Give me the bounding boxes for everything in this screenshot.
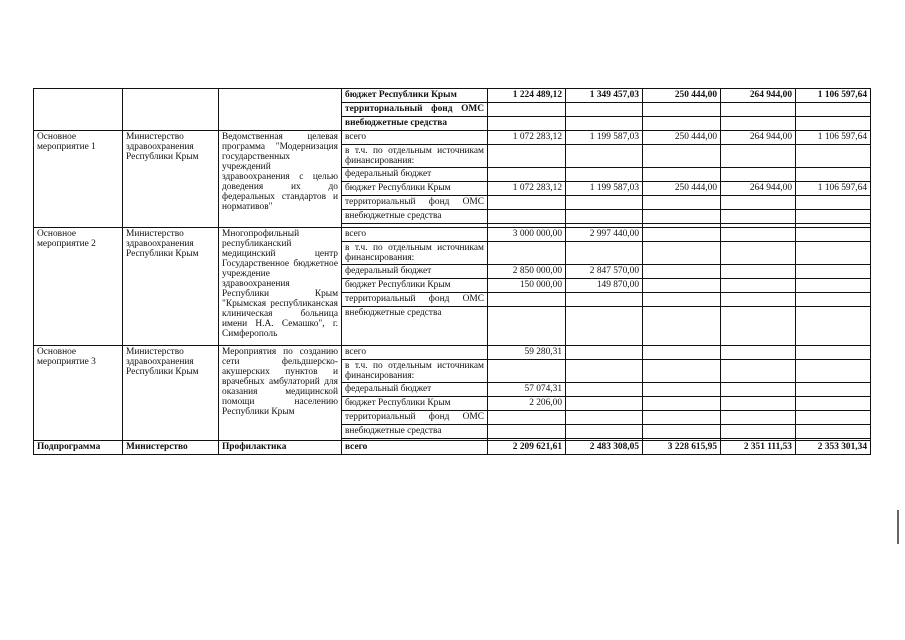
executor: Министерство — [123, 441, 219, 455]
source-label: территориальный фонд ОМС — [342, 196, 488, 210]
executor: Министерство здравоохранения Республики Крым — [123, 131, 219, 228]
amount-cell: 150 000,00 — [488, 279, 566, 293]
amount-cell: 1 349 457,03 — [566, 89, 643, 103]
amount-cell: 2 997 440,00 — [566, 228, 643, 242]
source-label: бюджет Республики Крым — [342, 397, 488, 411]
amount-cell: 2 209 621,61 — [488, 441, 566, 455]
source-label: всего — [342, 131, 488, 145]
scan-edge-mark — [897, 510, 899, 544]
table-row — [34, 346, 871, 360]
executor: Министерство здравоохранения Республики Крым — [123, 346, 219, 441]
source-label: бюджет Республики Крым — [342, 182, 488, 196]
activity-name: Основное мероприятие 2 — [34, 228, 123, 346]
source-label: бюджет Республики Крым — [342, 279, 488, 293]
table-row — [34, 131, 871, 145]
amount-cell: 2 351 111,53 — [721, 441, 796, 455]
amount-cell: 2 847 570,00 — [566, 265, 643, 279]
program-name: Многопрофильный республиканский медицинский центр Государственное бюджетное учреждение здравоохранения Республики Крым "Крымская республиканская клиническая больница имени Н.А. Семашко", г. Симферополь — [219, 228, 342, 346]
table-row — [34, 228, 871, 242]
amount-cell: 2 206,00 — [488, 397, 566, 411]
amount-cell: 2 483 308,05 — [566, 441, 643, 455]
amount-cell: 1 224 489,12 — [488, 89, 566, 103]
source-label: территориальный фонд ОМС — [342, 293, 488, 307]
amount-cell: 57 074,31 — [488, 383, 566, 397]
source-label: всего — [342, 228, 488, 242]
source-label: в т.ч. по отдельным источникам финансирования: — [342, 145, 488, 168]
amount-cell: 264 944,00 — [721, 89, 796, 103]
amount-cell: 1 199 587,03 — [566, 182, 643, 196]
amount-cell: 250 444,00 — [643, 131, 721, 145]
activity-name: Основное мероприятие 3 — [34, 346, 123, 441]
source-label: федеральный бюджет — [342, 168, 488, 182]
source-label: внебюджетные средства — [342, 117, 488, 131]
budget-table — [33, 88, 871, 455]
source-label: бюджет Республики Крым — [342, 89, 488, 103]
table-row — [34, 89, 871, 103]
amount-cell: 1 106 597,64 — [796, 131, 871, 145]
table-row — [34, 441, 871, 455]
program-name: Мероприятия по созданию сети фельдшерско-акушерских пунктов и врачебных амбулаторий для оказания медицинской помощи населению Республики Крым — [219, 346, 342, 441]
amount-cell: 1 072 283,12 — [488, 182, 566, 196]
source-label: федеральный бюджет — [342, 383, 488, 397]
source-label: внебюджетные средства — [342, 210, 488, 224]
amount-cell: 250 444,00 — [643, 182, 721, 196]
source-label: территориальный фонд ОМС — [342, 411, 488, 425]
program-name: Ведомственная целевая программа "Модернизация государственных учреждений здравоохранения с целью доведения их до федеральных стандартов и нормативов" — [219, 131, 342, 228]
amount-cell: 1 106 597,64 — [796, 89, 871, 103]
amount-cell: 264 944,00 — [721, 131, 796, 145]
amount-cell: 59 280,31 — [488, 346, 566, 360]
amount-cell: 1 072 283,12 — [488, 131, 566, 145]
source-label: федеральный бюджет — [342, 265, 488, 279]
source-label: внебюджетные средства — [342, 425, 488, 439]
amount-cell: 250 444,00 — [643, 89, 721, 103]
subprogram-label: Подпрограмма — [34, 441, 123, 455]
amount-cell: 1 106 597,64 — [796, 182, 871, 196]
amount-cell: 149 870,00 — [566, 279, 643, 293]
amount-cell: 2 850 000,00 — [488, 265, 566, 279]
source-label: территориальный фонд ОМС — [342, 103, 488, 117]
amount-cell: 1 199 587,03 — [566, 131, 643, 145]
blank-cell — [219, 89, 342, 131]
amount-cell: 264 944,00 — [721, 182, 796, 196]
source-label: в т.ч. по отдельным источникам финансирования: — [342, 242, 488, 265]
source-label: внебюджетные средства — [342, 307, 488, 346]
program-name: Профилактика — [219, 441, 342, 455]
executor: Министерство здравоохранения Республики Крым — [123, 228, 219, 346]
amount-cell: 3 228 615,95 — [643, 441, 721, 455]
activity-name: Основное мероприятие 1 — [34, 131, 123, 228]
source-label: всего — [342, 441, 488, 455]
blank-cell — [123, 89, 219, 131]
source-label: всего — [342, 346, 488, 360]
amount-cell: 2 353 301,34 — [796, 441, 871, 455]
amount-cell: 3 000 000,00 — [488, 228, 566, 242]
blank-cell — [34, 89, 123, 131]
source-label: в т.ч. по отдельным источникам финансирования: — [342, 360, 488, 383]
